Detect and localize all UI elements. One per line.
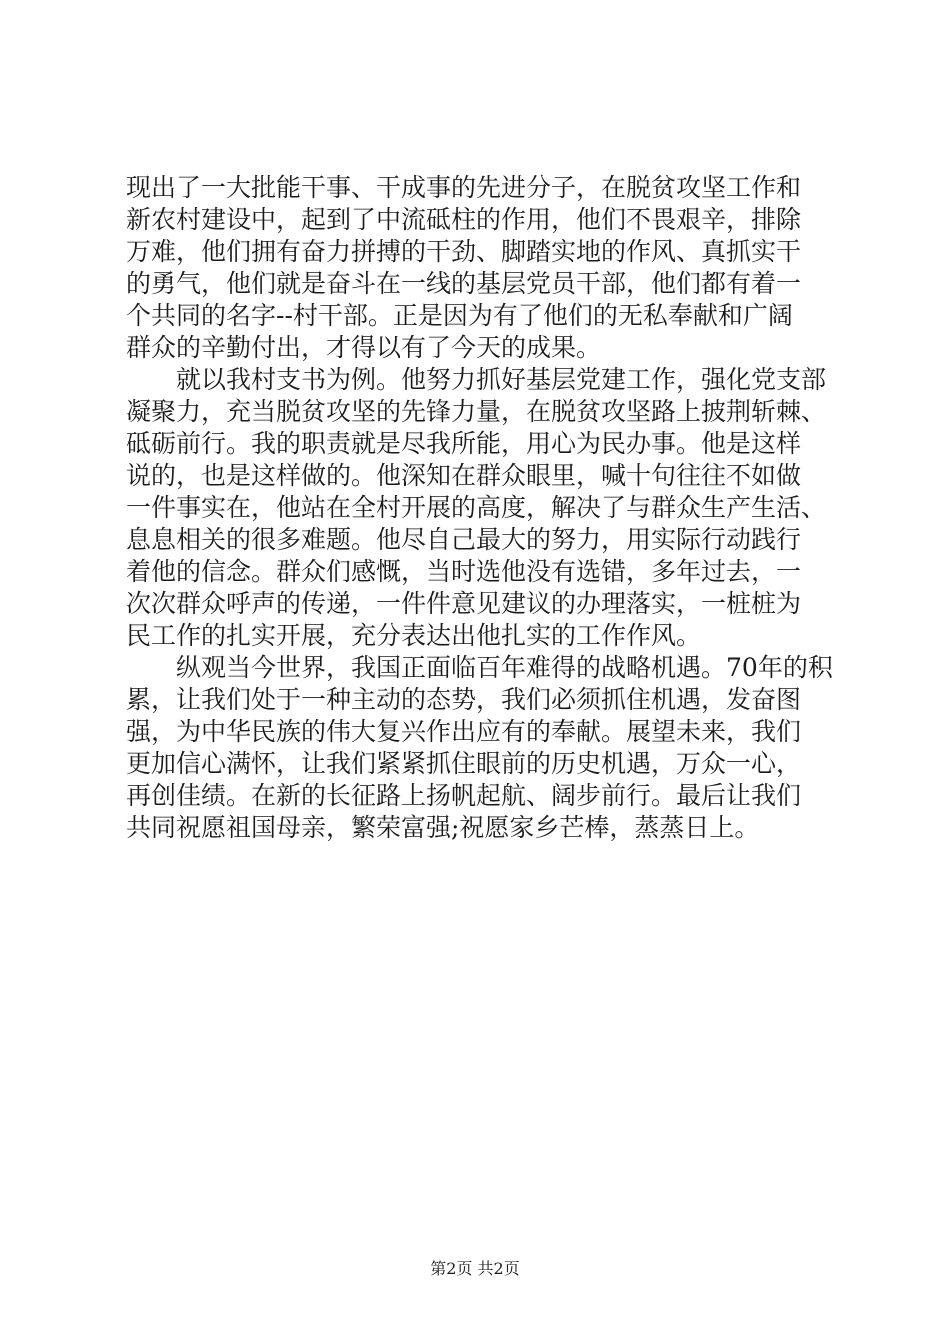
text-line: 群众的辛勤付出，才得以有了今天的成果。 — [126, 333, 602, 362]
page-number-label: 第2页 共2页 — [430, 1259, 520, 1278]
text-line: 强，为中华民族的伟大复兴作出应有的奉献。展望未来，我们 — [126, 717, 802, 746]
text-line: 次次群众呼声的传递，一件件意见建议的办理落实，一桩桩为 — [126, 589, 802, 618]
text-line: 一件事实在，他站在全村开展的高度，解决了与群众生产生活、 — [126, 493, 827, 522]
text-line: 着他的信念。群众们感慨，当时选他没有选错，多年过去，一 — [126, 557, 802, 586]
text-line: 更加信心满怀，让我们紧紧抓住眼前的历史机遇，万众一心， — [126, 749, 802, 778]
text-line: 累，让我们处于一种主动的态势，我们必须抓住机遇，发奋图 — [126, 685, 802, 714]
text-line: 就以我村支书为例。他努力抓好基层党建工作，强化党支部 — [126, 365, 827, 394]
text-line: 再创佳绩。在新的长征路上扬帆起航、阔步前行。最后让我们 — [126, 781, 802, 810]
text-line: 民工作的扎实开展，充分表达出他扎实的工作作风。 — [126, 621, 702, 650]
text-line: 说的，也是这样做的。他深知在群众眼里，喊十句往往不如做 — [126, 461, 802, 490]
text-line: 万难，他们拥有奋力拼搏的干劲、脚踏实地的作风、真抓实干 — [126, 237, 802, 266]
text-line: 凝聚力，充当脱贫攻坚的先锋力量，在脱贫攻坚路上披荆斩棘、 — [126, 397, 827, 426]
text-line: 的勇气，他们就是奋斗在一线的基层党员干部，他们都有着一 — [126, 269, 802, 298]
text-line: 新农村建设中，起到了中流砥柱的作用，他们不畏艰辛，排除 — [126, 205, 802, 234]
text-line: 息息相关的很多难题。他尽自己最大的努力，用实际行动践行 — [126, 525, 802, 554]
text-line: 现出了一大批能干事、干成事的先进分子，在脱贫攻坚工作和 — [126, 173, 802, 202]
document-body — [126, 172, 846, 844]
text-line: 纵观当今世界，我国正面临百年难得的战略机遇。70年的积 — [126, 653, 833, 682]
text-line: 共同祝愿祖国母亲，繁荣富强;祝愿家乡芒棒，蒸蒸日上。 — [126, 813, 760, 842]
page-footer — [0, 1256, 950, 1279]
text-line: 个共同的名字--村干部。正是因为有了他们的无私奉献和广阔 — [126, 301, 793, 330]
text-line: 砥砺前行。我的职责就是尽我所能，用心为民办事。他是这样 — [126, 429, 802, 458]
